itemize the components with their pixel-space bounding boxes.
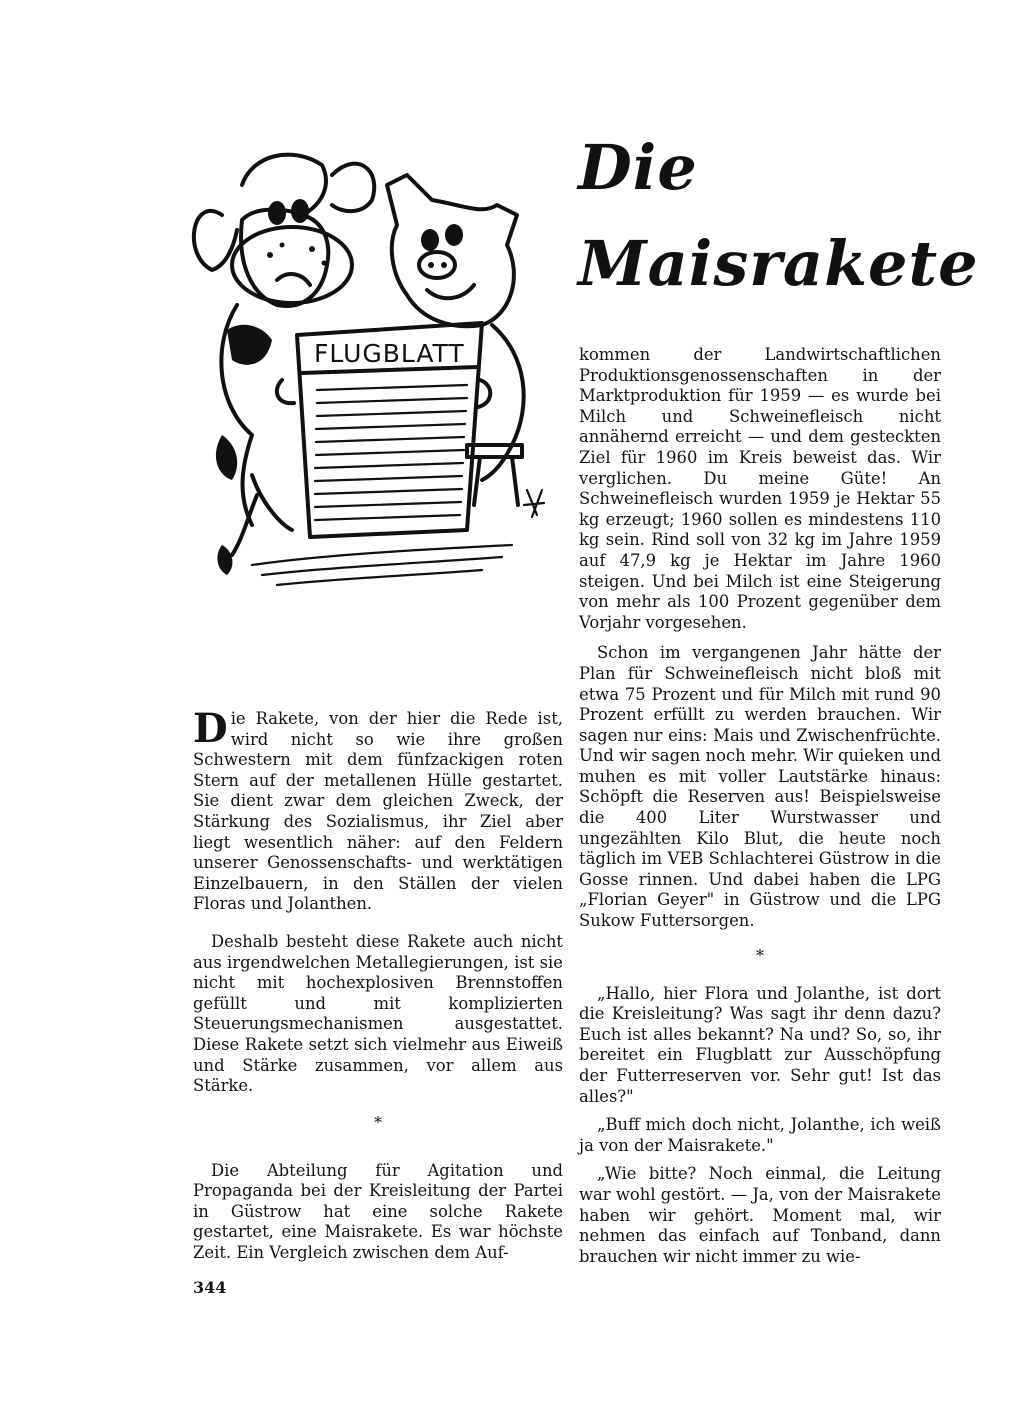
drop-cap: D	[193, 705, 228, 752]
page-number: 344	[193, 1278, 227, 1297]
title-line-1: Die	[578, 131, 698, 204]
pig-head	[387, 175, 517, 326]
section-separator-right: *	[756, 945, 764, 965]
pig-eye-left	[421, 229, 439, 251]
stool	[467, 445, 522, 457]
left-paragraph-1	[193, 705, 563, 915]
left-paragraph-1-text: ie Rakete, von der hier die Rede ist, wird nicht so wie ihre großen Schwestern mit dem fünfzackigen roten Stern auf der metallenen Hülle gestartet. Sie dient zwar dem gleichen Zweck, der Stärkung des Sozialismus, ihr Ziel aber liegt wesentlich näher: auf den Feldern unserer Genossenschafts- und werktätigen Einzelbauern, in den Ställen der vielen Floras und Jolanthen.	[193, 709, 563, 914]
pig-hoof	[478, 380, 490, 407]
floor-hatching	[252, 545, 512, 585]
cow-face	[241, 210, 328, 306]
cow-ear-right	[332, 164, 374, 211]
section-separator-left: *	[374, 1112, 382, 1132]
cow-eye-right	[291, 199, 309, 223]
right-paragraph-5: „Wie bitte? Noch einmal, die Leitung war wohl gestört. — Ja, von der Maisrakete haben wir gehört. Moment mal, wir nehmen das einfach auf Tonband, dann brauchen wir nicht immer zu wie-	[579, 1164, 941, 1266]
cow-mouth	[277, 274, 310, 285]
leaflet-text-lines	[315, 385, 467, 520]
left-paragraph-2: Deshalb besteht diese Rakete auch nicht aus irgendwelchen Metallegierungen, ist sie nicht mit hochexplosiven Brennstoffen gefüllt und mit komplizierten Steuerungsmechanismen ausgestattet. Diese Rakete setzt sich vielmehr aus Eiweiß und Stärke zusammen, vor allem aus Stärke.	[193, 931, 563, 1096]
cow-hoof	[277, 380, 294, 403]
title-line-2: Maisrakete	[578, 227, 979, 300]
cow-snout	[232, 227, 352, 303]
leaflet-heading: FLUGBLATT	[314, 339, 465, 368]
right-paragraph-3: „Hallo, hier Flora und Jolanthe, ist dort die Kreisleitung? Was sagt ihr denn dazu? Euch ist alles bekannt? Na und? So, so, ihr bereitet ein Flugblatt zur Ausschöpfung der Futterreserven vor. Sehr gut! Ist das alles?"	[579, 983, 941, 1106]
right-paragraph-2: Schon im vergangenen Jahr hätte der Plan für Schweinefleisch nicht bloß mit etwa 75 Prozent und für Milch mit rund 90 Prozent erfüllt zu werden brauchen. Wir sagen nur eins: Mais und Zwischenfrüchte. Und wir sagen noch mehr. Wir quieken und muhen es mit voller Lautstärke hinaus: Schöpft die Reserven aus! Beispielsweise die 400 Liter Wurstwasser und ungezählten Kilo Blut, die heute noch täglich im VEB Schlachterei Güstrow in die Gosse rinnen. Und dabei haben die LPG „Florian Geyer" in Güstrow und die LPG Sukow Futtersorgen.	[579, 643, 941, 931]
right-paragraph-4: „Buff mich doch nicht, Jolanthe, ich weiß ja von der Maisrakete."	[579, 1115, 941, 1155]
article-title	[578, 120, 979, 312]
left-column	[193, 705, 563, 1264]
cow-and-pig-illustration	[182, 145, 554, 600]
left-paragraph-3: Die Abteilung für Agitation und Propaganda bei der Kreisleitung der Partei in Güstrow hat eine solche Rakete gestartet, eine Maisrakete. Es war höchste Zeit. Ein Vergleich zwischen dem Auf-	[193, 1160, 563, 1263]
right-paragraph-1: kommen der Landwirtschaftlichen Produktionsgenossenschaften in der Marktproduktion für 1959 — es wurde bei Milch und Schweinefleisch nicht annähernd erreicht — und dem gesteckten Ziel für 1960 im Kreis beweist das. Wir verglichen. Du meine Güte! An Schweinefleisch wurden 1959 je Hektar 55 kg erzeugt; 1960 sollen es mindestens 110 kg sein. Rind soll von 32 kg im Jahre 1959 auf 47,9 kg je Hektar im Jahre 1960 steigen. Und bei Milch ist eine Steigerung von mehr als 100 Prozent gegenüber dem Vorjahr vorgesehen.	[579, 345, 941, 632]
pig-mouth	[427, 285, 474, 298]
pig-eye-right	[445, 224, 463, 246]
artist-signature	[524, 490, 544, 517]
pig-snout	[419, 252, 455, 278]
cow-patch	[227, 325, 272, 365]
right-column	[579, 345, 941, 1267]
cow-eye-left	[268, 201, 286, 225]
cow-leg	[252, 475, 292, 530]
